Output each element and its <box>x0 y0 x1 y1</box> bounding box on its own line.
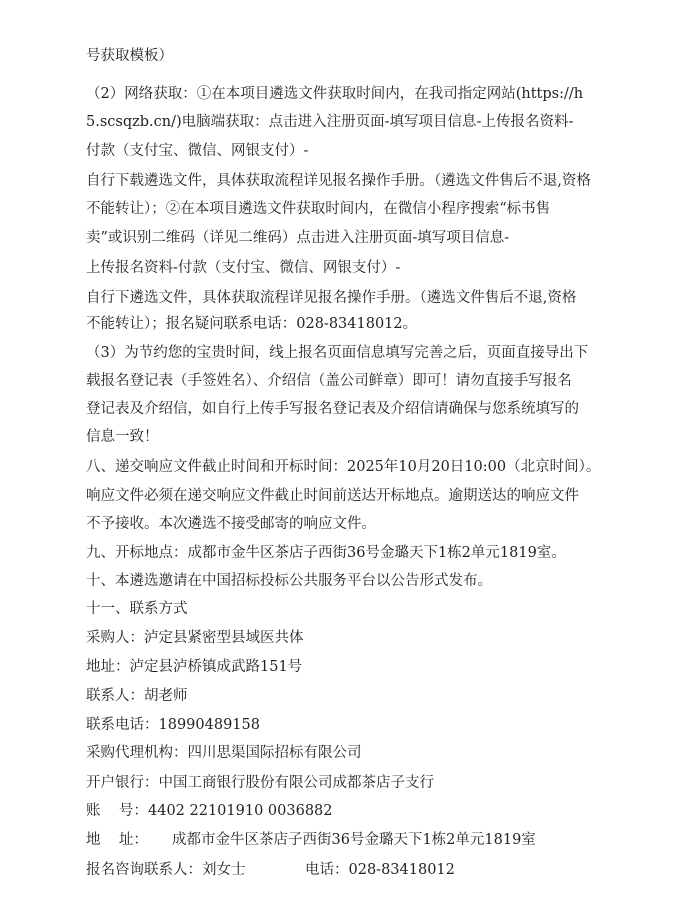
text-line: 上传报名资料-付款（支付宝、微信、网银支付）- <box>86 260 401 276</box>
text-line: 信息一致！ <box>86 429 159 445</box>
section-10-heading: 十、本遴选邀请在中国招标投标公共服务平台以公告形式发布。 <box>86 573 492 589</box>
section-9-heading: 九、开标地点：成都市金牛区茶店子西街36号金璐天下1栋2单元1819室。 <box>86 545 566 561</box>
section-11-heading: 十一、联系方式 <box>86 601 188 617</box>
consult-label: 报名咨询联系人： <box>86 862 202 878</box>
text-line: 不能转让）；②在本项目遴选文件获取时间内，在微信小程序搜索“标书售 <box>86 201 551 217</box>
consult-name: 刘女士 <box>202 862 246 878</box>
text-line: 号获取模板） <box>86 48 173 64</box>
contact-line: 联系人：胡老师 <box>86 688 188 704</box>
consult-phone-value: 028-83418012 <box>348 862 455 878</box>
agency-address-line <box>86 830 536 850</box>
purchaser-line: 采购人：泸定县紧密型县域医共体 <box>86 630 304 646</box>
address-line: 地址：泸定县泸桥镇成武路151号 <box>86 659 303 675</box>
text-line: 自行下遴选文件，具体获取流程详见报名操作手册。（遴选文件售后不退,资格 <box>86 290 577 306</box>
account-line <box>86 801 333 821</box>
account-value: 4402 22101910 0036882 <box>148 803 333 819</box>
address-value: 成都市金牛区茶店子西街36号金璐天下1栋2单元1819室 <box>172 832 536 848</box>
text-line: 5.scsqzb.cn/)电脑端获取：点击进入注册页面-填写项目信息-上传报名资料- <box>86 114 574 130</box>
text-line: 付款（支付宝、微信、网银支付）- <box>86 143 309 159</box>
agency-line: 采购代理机构：四川思渠国际招标有限公司 <box>86 745 362 761</box>
text-line: （2）网络获取：①在本项目遴选文件获取时间内，在我司指定网站(https://h <box>86 86 584 102</box>
text-line: 自行下载遴选文件，具体获取流程详见报名操作手册。（遴选文件售后不退,资格 <box>86 173 591 189</box>
address-label: 地 址： <box>86 832 148 848</box>
text-line: 不能转让）；报名疑问联系电话：028-83418012。 <box>86 316 418 332</box>
consult-line <box>86 860 246 880</box>
section-8-heading: 八、递交响应文件截止时间和开标时间：2025年10月20日10:00（北京时间）。 <box>86 459 601 475</box>
text-line: 不予接收。本次遴选不接受邮寄的响应文件。 <box>86 516 376 532</box>
account-label: 账 号： <box>86 803 148 819</box>
bank-line: 开户银行：中国工商银行股份有限公司成都茶店子支行 <box>86 775 434 791</box>
text-line: 载报名登记表（手签姓名）、介绍信（盖公司鲜章）即可！请勿直接手写报名 <box>86 373 572 389</box>
text-line: 登记表及介绍信，如自行上传手写报名登记表及介绍信请确保与您系统填写的 <box>86 401 579 417</box>
consult-phone <box>305 860 455 880</box>
phone-line: 联系电话：18990489158 <box>86 717 260 733</box>
text-line: 响应文件必须在递交响应文件截止时间前送达开标地点。逾期送达的响应文件 <box>86 488 579 504</box>
consult-phone-label: 电话： <box>305 862 349 878</box>
text-line: 卖”或识别二维码（详见二维码）点击进入注册页面-填写项目信息- <box>86 230 510 246</box>
text-line: （3）为节约您的宝贵时间，线上报名页面信息填写完善之后，页面直接导出下 <box>86 345 589 361</box>
